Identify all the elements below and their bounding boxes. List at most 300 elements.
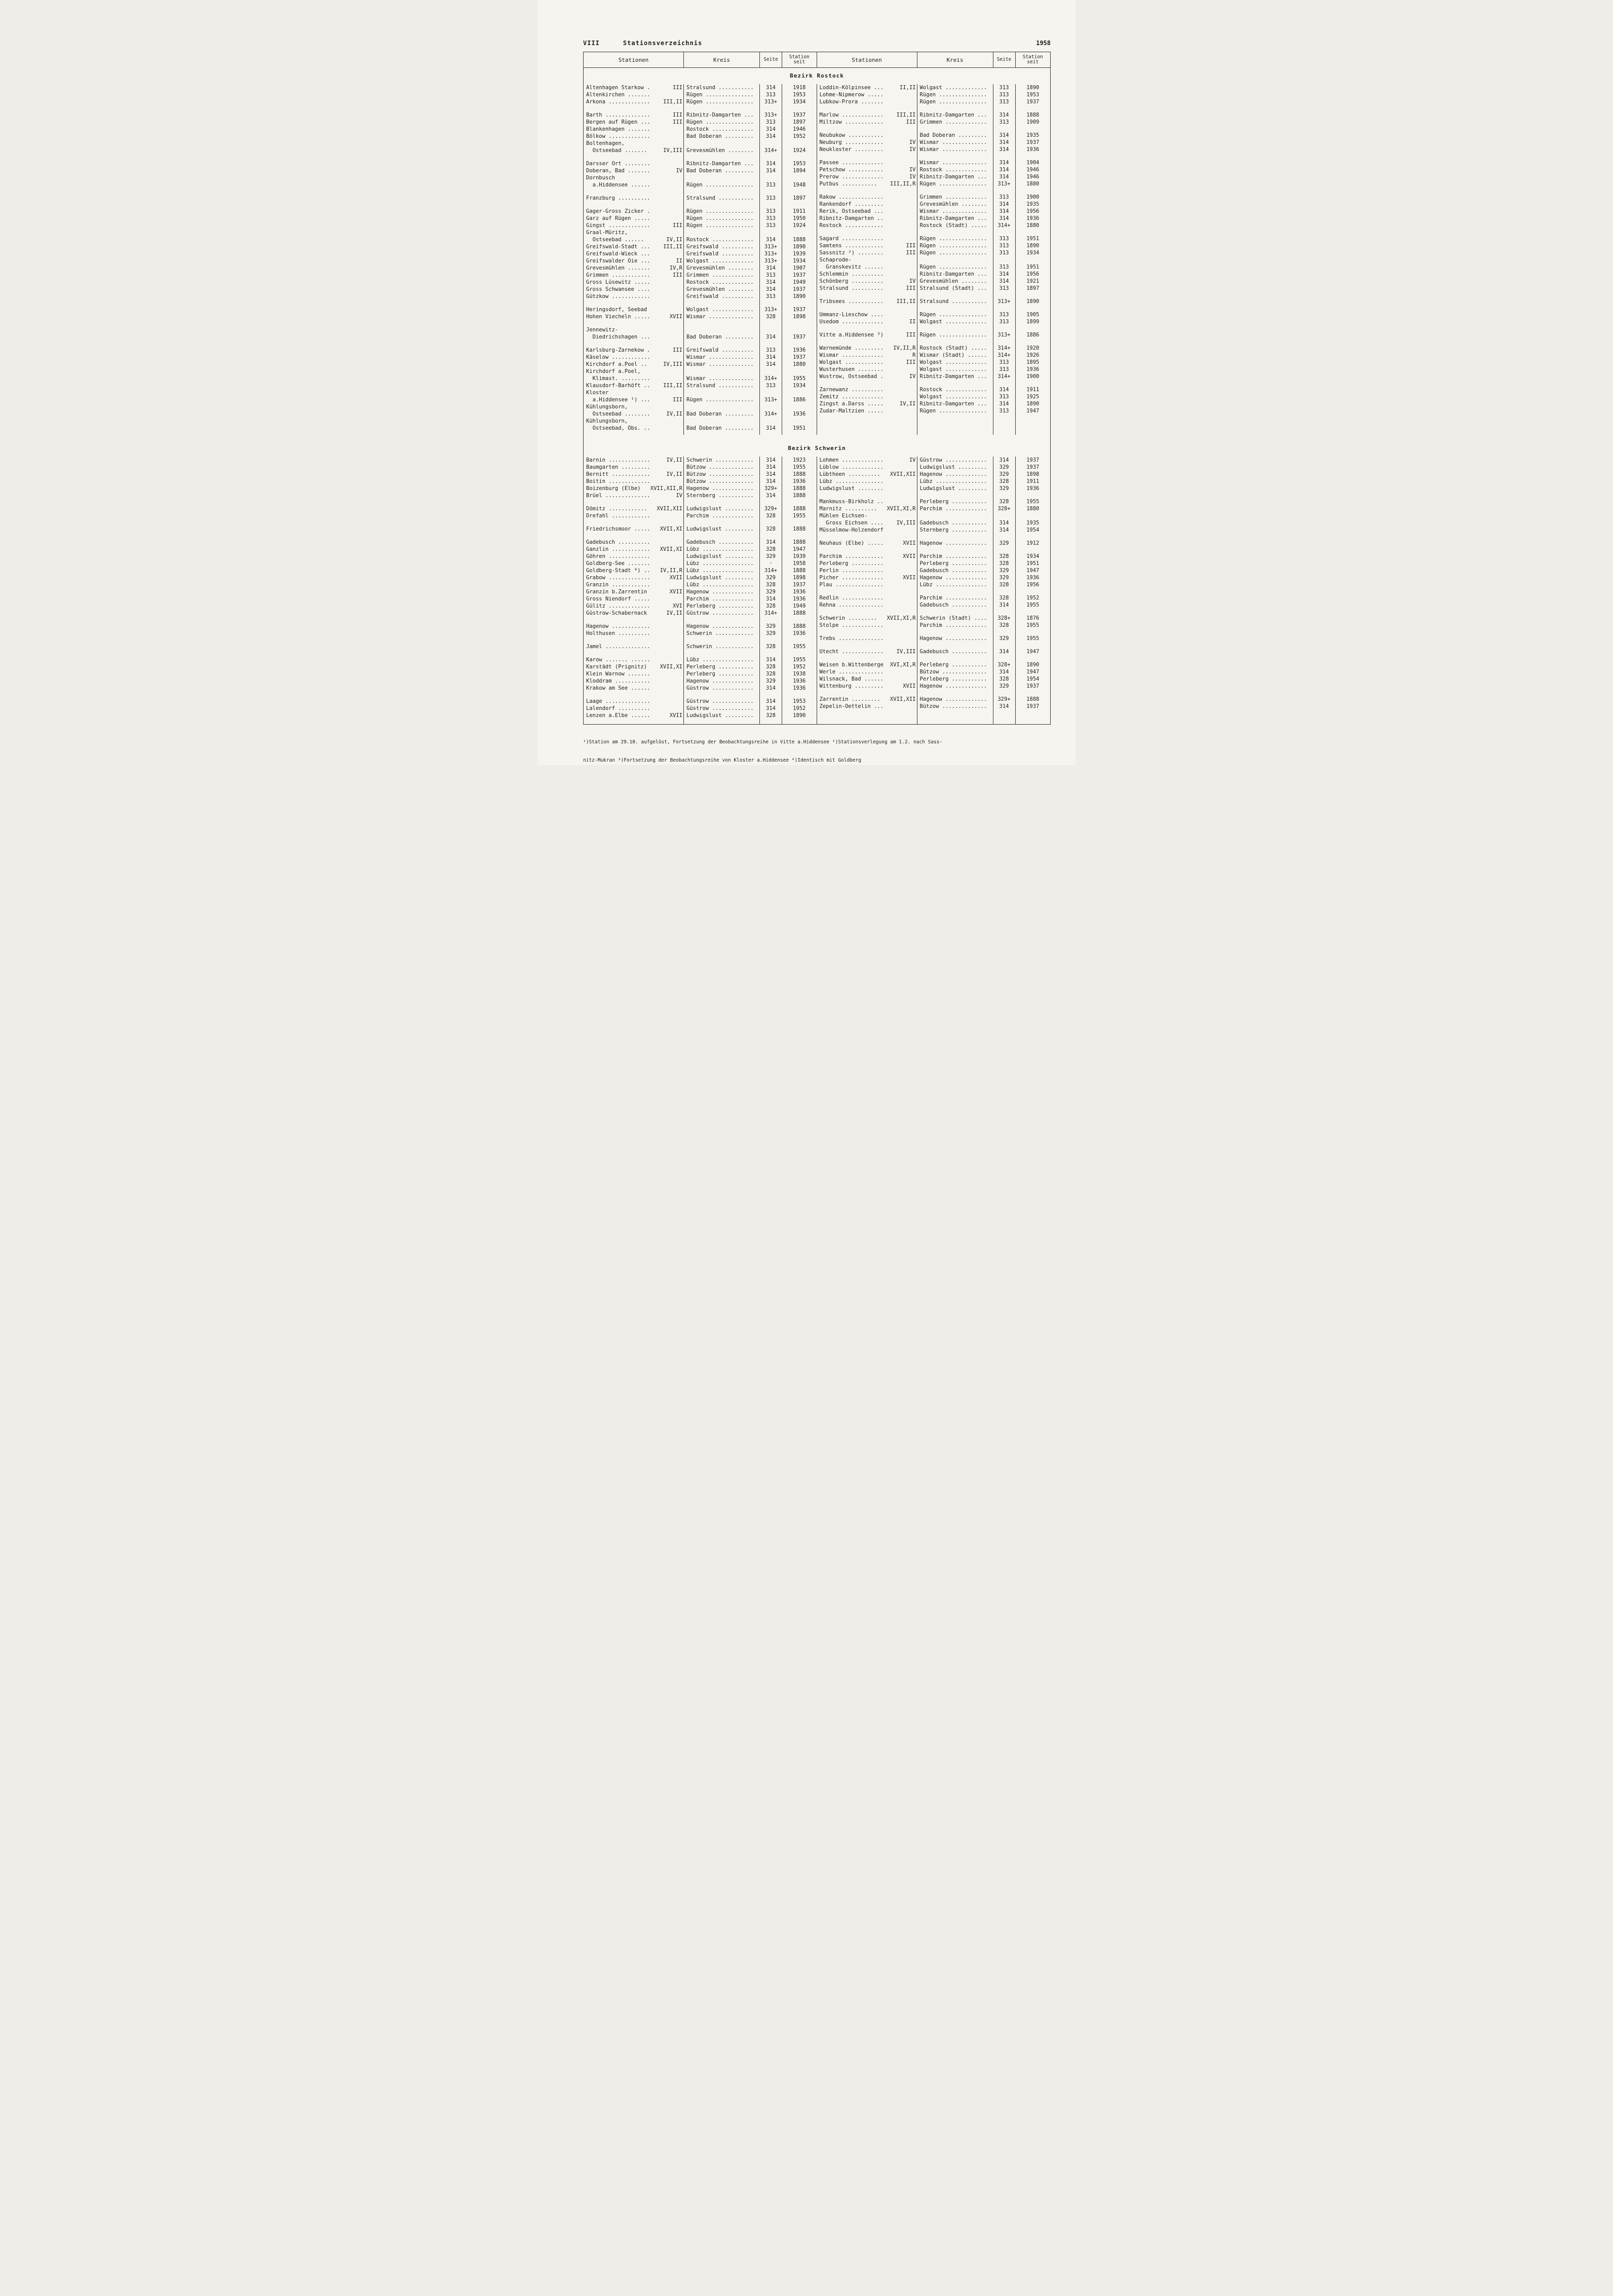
station-name: Perlin ............. (819, 568, 884, 574)
seit-cell: 1952 (782, 133, 817, 140)
seite-cell: 313 (993, 119, 1016, 126)
filler-cell (817, 126, 917, 132)
station-name: Rerik, Ostseebad ... (819, 208, 884, 214)
seit-cell: 1890 (1026, 401, 1040, 407)
filler-cell (917, 380, 993, 386)
kreis-cell: Ribnitz-Damgarten ... (917, 271, 993, 278)
station-name: Bölkow ............. (586, 133, 650, 139)
seit-cell: 1952 (782, 663, 817, 670)
station-cell (817, 173, 917, 180)
zone-label: XVII,XII (890, 696, 916, 702)
zone-label: XVI (673, 603, 682, 609)
seite-cell: 313 (993, 393, 1016, 400)
station-cell (584, 140, 684, 154)
table-row (584, 553, 817, 560)
zone-label: IV,III (896, 649, 916, 655)
seit-cell: 1951 (1026, 560, 1040, 567)
station-name: Ludwigslust ........ (819, 485, 884, 492)
zone-label: IV (909, 167, 916, 173)
seite-cell: 313 (993, 235, 1016, 242)
station-name: Bernitt ............ (586, 471, 650, 477)
zone-label: XVII,XI (660, 546, 682, 552)
zone-label: IV,II (666, 471, 682, 477)
station-name: Zarrentin ......... (819, 696, 880, 702)
station-name: Passee ............. (819, 160, 884, 166)
station-name: Greifswalder Oie ... (586, 258, 650, 264)
station-line (586, 361, 682, 368)
station-cell (817, 331, 917, 338)
table-row (817, 601, 1051, 609)
zone-label: III,II (896, 298, 916, 305)
filler-cell (684, 692, 760, 698)
kreis-cell: Hagenow ............. (684, 485, 760, 492)
seite-cell: 313+ (993, 331, 1016, 338)
seite-cell: 314 (993, 601, 1016, 609)
seite-cell: 314+ (760, 140, 782, 154)
station-cell (817, 271, 917, 278)
seit-cell: 1946 (1026, 174, 1040, 180)
seit-cell: 1898 (782, 313, 817, 320)
table-row (817, 84, 1051, 91)
station-cell (817, 119, 917, 126)
filler-cell (917, 325, 993, 331)
filler-cell (817, 105, 917, 111)
station-line (820, 505, 916, 512)
station-cell (584, 539, 684, 546)
seite-cell: 328 (993, 675, 1016, 683)
station-cell (584, 389, 684, 403)
station-cell (817, 615, 917, 622)
station-cell (584, 126, 684, 133)
table-row (817, 159, 1051, 166)
station-name: Gadebusch .......... (586, 539, 650, 545)
station-name: Redlin ............. (819, 595, 884, 601)
station-line (586, 347, 682, 354)
station-name: Plau ............... (819, 582, 884, 588)
seit-cell: 1934 (782, 98, 817, 105)
station-cell (584, 279, 684, 286)
table-row (584, 243, 817, 250)
kreis-cell: Ludwigslust ......... (684, 505, 760, 512)
station-line (820, 222, 916, 229)
zone-label: III (673, 397, 682, 403)
footnote-line: nitz-Mukran ³)Fortsetzung der Beobachtungsreihe von Kloster a.Hiddensee ⁴)Identisch mit Goldberg (583, 758, 862, 763)
station-name: Mankmuss-Birkholz .. (819, 499, 884, 505)
group-spacer (817, 338, 1051, 345)
station-line (820, 526, 916, 534)
station-line (820, 235, 916, 242)
seite-cell: 328 (993, 498, 1016, 505)
filler-cell (993, 187, 1016, 194)
table-row (584, 286, 817, 293)
filler-cell (684, 320, 760, 326)
seite-cell: 314 (760, 229, 782, 243)
station-cell (584, 347, 684, 354)
station-name: Schlemmin .......... (819, 271, 884, 277)
seite-cell: 329 (993, 464, 1016, 471)
table-row (584, 595, 817, 603)
station-cell (584, 581, 684, 588)
station-cell (584, 133, 684, 140)
zone-label: XVII,XI (660, 664, 682, 670)
station-name: Prerow ............. (819, 174, 884, 180)
filler-cell (1016, 380, 1051, 386)
station-cell (817, 359, 917, 366)
filler-cell (993, 105, 1016, 111)
seite-cell: 328 (760, 663, 782, 670)
seit-cell: 1888 (782, 485, 817, 492)
seite-cell: 314 (760, 354, 782, 361)
zone-label: III (673, 85, 682, 91)
filler-cell (1016, 710, 1051, 724)
table-row (817, 703, 1051, 710)
filler-cell (1016, 415, 1051, 435)
seite-cell: 313 (760, 119, 782, 126)
seit-cell: 1880 (1026, 222, 1040, 229)
table-row (584, 512, 817, 519)
station-line (586, 313, 682, 320)
seite-cell: 329+ (760, 505, 782, 512)
station-name: Lohmen ............. (819, 457, 884, 463)
kreis-cell: Rostock ............. (917, 166, 993, 173)
seite-cell: 329 (993, 683, 1016, 690)
kreis-cell: Rostock ............. (684, 126, 760, 133)
table-row (817, 696, 1051, 703)
filler-cell (917, 547, 993, 553)
header-station-seit-line2: seit (793, 59, 805, 65)
seit-cell: 1937 (782, 306, 817, 313)
filler-cell (917, 492, 993, 498)
kreis-cell: Ribnitz-Damgarten ... (684, 160, 760, 167)
seite-cell: 313 (760, 91, 782, 98)
seit-cell: 1952 (782, 705, 817, 712)
station-line (586, 588, 682, 595)
station-name: Hohen Viecheln ..... (586, 314, 650, 320)
seit-cell: 1956 (1026, 582, 1040, 588)
filler-cell (684, 154, 760, 160)
filler-cell (993, 534, 1016, 540)
group-spacer (584, 189, 817, 195)
seite-cell: 314 (993, 457, 1016, 464)
group-spacer (817, 690, 1051, 696)
filler-cell (917, 338, 993, 345)
kreis-cell: Grimmen ............. (917, 119, 993, 126)
kreis-cell: Ribnitz-Damgarten ... (917, 173, 993, 180)
seite-cell: 314 (760, 698, 782, 705)
station-line (820, 132, 916, 139)
kreis-cell: Grimmen ............. (684, 272, 760, 279)
table-row (817, 512, 1051, 526)
seit-cell: 1958 (782, 560, 817, 567)
station-cell (817, 98, 917, 105)
station-line (586, 389, 682, 396)
footnote-line: ¹)Station am 29.10. aufgelöst, Fortsetzung der Beobachtungsreihe in Vitte a.Hiddensee ²)Stationsverlegung am 1.2. nach Sass- (583, 739, 943, 745)
page-title: Stationsverzeichnis (623, 40, 703, 47)
station-name: Mühlen Eichsen- (819, 513, 868, 519)
filler-cell (917, 710, 993, 724)
kreis-cell: Bad Doberan ......... (684, 326, 760, 341)
kreis-cell: Lübz ................ (917, 581, 993, 588)
station-cell (584, 313, 684, 320)
filler-cell (584, 719, 684, 724)
table-row (584, 581, 817, 588)
seite-cell: 328 (760, 581, 782, 588)
station-line (586, 471, 682, 478)
filler-cell (1016, 338, 1051, 345)
station-name: Garz auf Rügen ..... (586, 215, 650, 221)
seit-cell: 1946 (782, 126, 817, 133)
table-row (584, 471, 817, 478)
seit-cell: 1953 (782, 91, 817, 98)
seite-cell: 314 (993, 703, 1016, 710)
seite-cell: 314 (993, 139, 1016, 146)
seit-cell: 1936 (1026, 485, 1040, 492)
group-spacer (584, 154, 817, 160)
station-name: Brüel .............. (586, 493, 650, 499)
group-spacer (584, 519, 817, 525)
seit-cell: 1953 (782, 160, 817, 167)
seit-cell: 1937 (782, 326, 817, 341)
station-cell (584, 588, 684, 595)
filler-cell (1016, 126, 1051, 132)
filler-cell (684, 202, 760, 208)
table-row (817, 91, 1051, 98)
seit-cell: 1938 (782, 670, 817, 677)
table-row (817, 331, 1051, 338)
filler-cell (684, 637, 760, 643)
station-cell (584, 418, 684, 432)
station-cell (817, 400, 917, 407)
station-line (820, 485, 916, 492)
seit-cell: 1936 (782, 347, 817, 354)
kreis-cell: Rostock (Stadt) ..... (917, 222, 993, 229)
filler-cell (817, 338, 917, 345)
station-cell (817, 464, 917, 471)
seit-cell: 1955 (782, 368, 817, 382)
kreis-cell: Stralsund ........... (684, 195, 760, 202)
station-line (586, 243, 682, 250)
station-cell (584, 91, 684, 98)
seit-cell: 1880 (1026, 181, 1040, 187)
seit-cell: 1955 (782, 656, 817, 663)
station-line (586, 306, 682, 313)
station-line (586, 326, 682, 333)
seit-cell: 1937 (782, 111, 817, 119)
table-body (584, 68, 1050, 724)
filler-cell (684, 189, 760, 195)
seit-cell: 1955 (1026, 499, 1040, 505)
zone-label: XVII,XI (660, 526, 682, 532)
table-row (817, 201, 1051, 208)
seite-cell: 328 (760, 603, 782, 610)
kreis-cell: Rügen ............... (684, 215, 760, 222)
filler-cell (584, 617, 684, 623)
kreis-cell: Lübz ................ (684, 560, 760, 567)
station-name: Göhren ............. (586, 553, 650, 559)
kreis-cell: Wismar (Stadt) ...... (917, 352, 993, 359)
station-line (820, 498, 916, 505)
filler-cell (760, 499, 782, 505)
zone-label: XVII (669, 575, 682, 581)
seite-cell: 328 (993, 553, 1016, 560)
kreis-cell: Wolgast ............. (917, 318, 993, 325)
station-line (820, 119, 916, 126)
seite-cell: 314 (760, 478, 782, 485)
filler-cell (684, 719, 760, 724)
kreis-cell: Rostock ............. (684, 279, 760, 286)
table-row (817, 661, 1051, 668)
kreis-cell: Schwerin ............ (684, 643, 760, 650)
seit-cell: 1888 (782, 539, 817, 546)
seite-cell: 314+ (993, 222, 1016, 229)
kreis-cell: Wolgast ............. (917, 366, 993, 373)
station-line (586, 98, 682, 105)
station-line (586, 464, 682, 471)
filler-cell (993, 690, 1016, 696)
filler-cell (917, 534, 993, 540)
column-filler (817, 415, 1051, 435)
filler-cell (993, 710, 1016, 724)
station-line (820, 166, 916, 173)
table-row (817, 560, 1051, 567)
kreis-cell: Rügen ............... (917, 331, 993, 338)
seite-cell: 314 (993, 111, 1016, 119)
station-name: Gager-Gross Zicker . (586, 208, 650, 214)
station-name: Kühlungsborn, (586, 418, 628, 424)
seit-cell: 1947 (1026, 669, 1040, 675)
table-row (817, 393, 1051, 400)
table-row (584, 215, 817, 222)
kreis-cell: Stralsund ........... (684, 382, 760, 389)
seite-cell: 314 (760, 286, 782, 293)
kreis-cell: Rügen ............... (684, 222, 760, 229)
station-line (586, 595, 682, 603)
station-line (586, 705, 682, 712)
filler-cell (917, 609, 993, 615)
seite-cell: 329 (993, 574, 1016, 581)
kreis-cell: Rügen ............... (917, 242, 993, 249)
kreis-cell: Perleberg ........... (917, 498, 993, 505)
kreis-cell: Rügen ............... (684, 98, 760, 105)
seite-cell: 329+ (760, 485, 782, 492)
header-seite: Seite (760, 52, 782, 67)
table-row (817, 119, 1051, 126)
station-name: Käselow ............ (586, 354, 650, 360)
header-stationen: Stationen (817, 52, 917, 67)
seit-cell: 1936 (1026, 146, 1040, 153)
station-line (586, 257, 682, 265)
zone-label: III (673, 272, 682, 278)
header-seite: Seite (993, 52, 1016, 67)
station-cell (584, 195, 684, 202)
zone-label: XVII (669, 589, 682, 595)
station-cell (584, 603, 684, 610)
seite-cell: 313 (760, 293, 782, 300)
filler-cell (782, 499, 817, 505)
filler-cell (993, 325, 1016, 331)
station-line (586, 630, 682, 637)
station-name: Boitin ............. (586, 478, 650, 484)
station-cell (817, 285, 917, 292)
table-row (817, 166, 1051, 173)
seit-cell: 1897 (1026, 285, 1040, 291)
zone-label: IV,II (666, 457, 682, 463)
seit-cell: 1951 (1026, 264, 1040, 270)
filler-cell (1016, 105, 1051, 111)
station-name: Warnemünde ......... (819, 345, 884, 351)
station-name: Marnitz .......... (819, 506, 877, 512)
filler-cell (993, 415, 1016, 435)
table-header-left (584, 52, 817, 67)
stations-table (583, 52, 1051, 725)
seite-cell: 313 (760, 208, 782, 215)
seite-cell: 314+ (760, 610, 782, 617)
table-row (817, 457, 1051, 464)
station-cell (584, 382, 684, 389)
filler-cell (1016, 229, 1051, 235)
filler-cell (584, 189, 684, 195)
station-line (586, 382, 682, 389)
station-cell (584, 553, 684, 560)
kreis-cell: Wolgast ............. (917, 84, 993, 91)
station-cell (817, 498, 917, 505)
table-row (584, 525, 817, 533)
station-line (586, 84, 682, 91)
station-line (820, 560, 916, 567)
kreis-cell: Perleberg ........... (917, 661, 993, 668)
kreis-cell: Wolgast ............. (684, 257, 760, 265)
filler-cell (782, 533, 817, 539)
zone-label: IV (909, 457, 916, 463)
station-line (586, 272, 682, 279)
kreis-cell: Bützow .............. (684, 471, 760, 478)
kreis-cell: Wismar .............. (917, 159, 993, 166)
filler-cell (993, 305, 1016, 311)
kreis-cell: Ribnitz-Damgarten ... (917, 215, 993, 222)
kreis-cell: Perleberg ........... (684, 603, 760, 610)
kreis-cell: Schwerin (Stadt) .... (917, 615, 993, 622)
station-line (820, 264, 916, 271)
station-name: Güstrow-Schabernack (586, 610, 647, 616)
seite-cell: 313 (760, 347, 782, 354)
station-line (586, 333, 682, 341)
station-cell (584, 478, 684, 485)
station-name: Graal-Müritz, (586, 230, 628, 236)
station-line (586, 425, 682, 432)
table-row (584, 567, 817, 574)
station-line (820, 359, 916, 366)
station-name: Schwerin ......... (819, 615, 877, 621)
seit-cell: 1890 (1026, 243, 1040, 249)
seite-cell: 314 (760, 457, 782, 464)
seite-cell: 328 (993, 560, 1016, 567)
station-line (820, 648, 916, 655)
filler-cell (684, 499, 760, 505)
table-row (817, 498, 1051, 505)
station-line (586, 181, 682, 189)
kreis-cell: Wismar .............. (917, 146, 993, 153)
kreis-cell: Grevesmühlen ........ (684, 140, 760, 154)
seite-cell: 313 (993, 98, 1016, 105)
table-row (817, 111, 1051, 119)
station-name: Miltzow ............ (819, 119, 884, 125)
table-row (817, 567, 1051, 574)
kreis-cell: Gadebusch ........... (917, 601, 993, 609)
station-name: Friedrichsmoor ..... (586, 526, 650, 532)
station-line (820, 567, 916, 574)
station-line (820, 683, 916, 690)
station-line (586, 236, 682, 243)
